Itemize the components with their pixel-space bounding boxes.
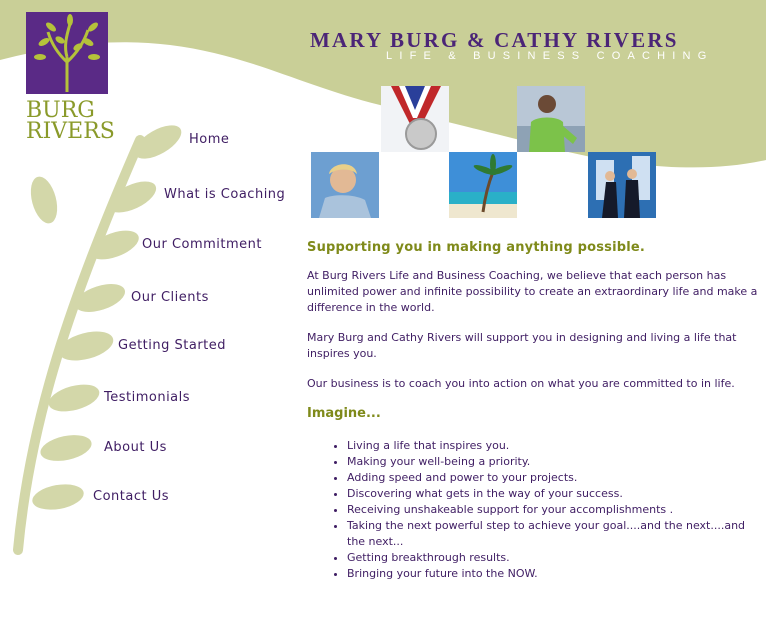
nav-contact-us[interactable]: Contact Us — [93, 489, 169, 504]
imagine-heading: Imagine... — [307, 406, 381, 421]
main-heading: Supporting you in making anything possible. — [307, 240, 646, 255]
list-item: • Bringing your future into the NOW. — [347, 566, 759, 582]
site-title: MARY BURG & CATHY RIVERS — [310, 28, 679, 52]
site-subtitle: LIFE & BUSINESS COACHING — [386, 50, 714, 62]
main-content — [307, 240, 759, 582]
nav-our-clients[interactable]: Our Clients — [131, 290, 209, 305]
list-item: • Receiving unshakeable support for your accomplishments . — [347, 502, 759, 518]
list-item: • Discovering what gets in the way of your success. — [347, 486, 759, 502]
logo[interactable] — [26, 12, 115, 147]
team-celebration-photo — [588, 152, 656, 218]
support-paragraph: Mary Burg and Cathy Rivers will support you in designing and living a life that inspires you. — [307, 331, 737, 360]
beach-photo — [449, 152, 517, 218]
nav-getting-started[interactable]: Getting Started — [118, 338, 227, 353]
businessman-photo — [517, 86, 585, 152]
business-paragraph: Our business is to coach you into action on what you are committed to in life. — [307, 377, 735, 390]
list-item: • Adding speed and power to your projects. — [347, 470, 759, 486]
nav-home[interactable]: Home — [189, 132, 230, 147]
intro-paragraph: At Burg Rivers Life and Business Coaching, we believe that each person has unlimited power and infinite possibility to create an extraordinary life and make a difference in the world. — [307, 269, 758, 314]
list-item: • Getting breakthrough results. — [347, 550, 759, 566]
logo-line-2: RIVERS — [26, 119, 115, 144]
nav-about-us[interactable]: About Us — [104, 440, 167, 455]
logo-tree-icon — [26, 12, 108, 94]
imagine-list — [307, 438, 759, 582]
nav-our-commitment[interactable]: Our Commitment — [142, 237, 263, 252]
logo-text — [26, 98, 115, 144]
list-item: • Taking the next powerful step to achieve your goal....and the next....and the next... — [347, 518, 759, 550]
logo-line-1: BURG — [26, 98, 95, 123]
woman-photo — [311, 152, 379, 218]
nav-testimonials[interactable]: Testimonials — [104, 390, 191, 405]
list-item: • Living a life that inspires you. — [347, 438, 759, 454]
medal-photo — [381, 86, 449, 152]
list-item: • Making your well-being a priority. — [347, 454, 759, 470]
nav-what-is-coaching[interactable]: What is Coaching — [164, 187, 286, 202]
